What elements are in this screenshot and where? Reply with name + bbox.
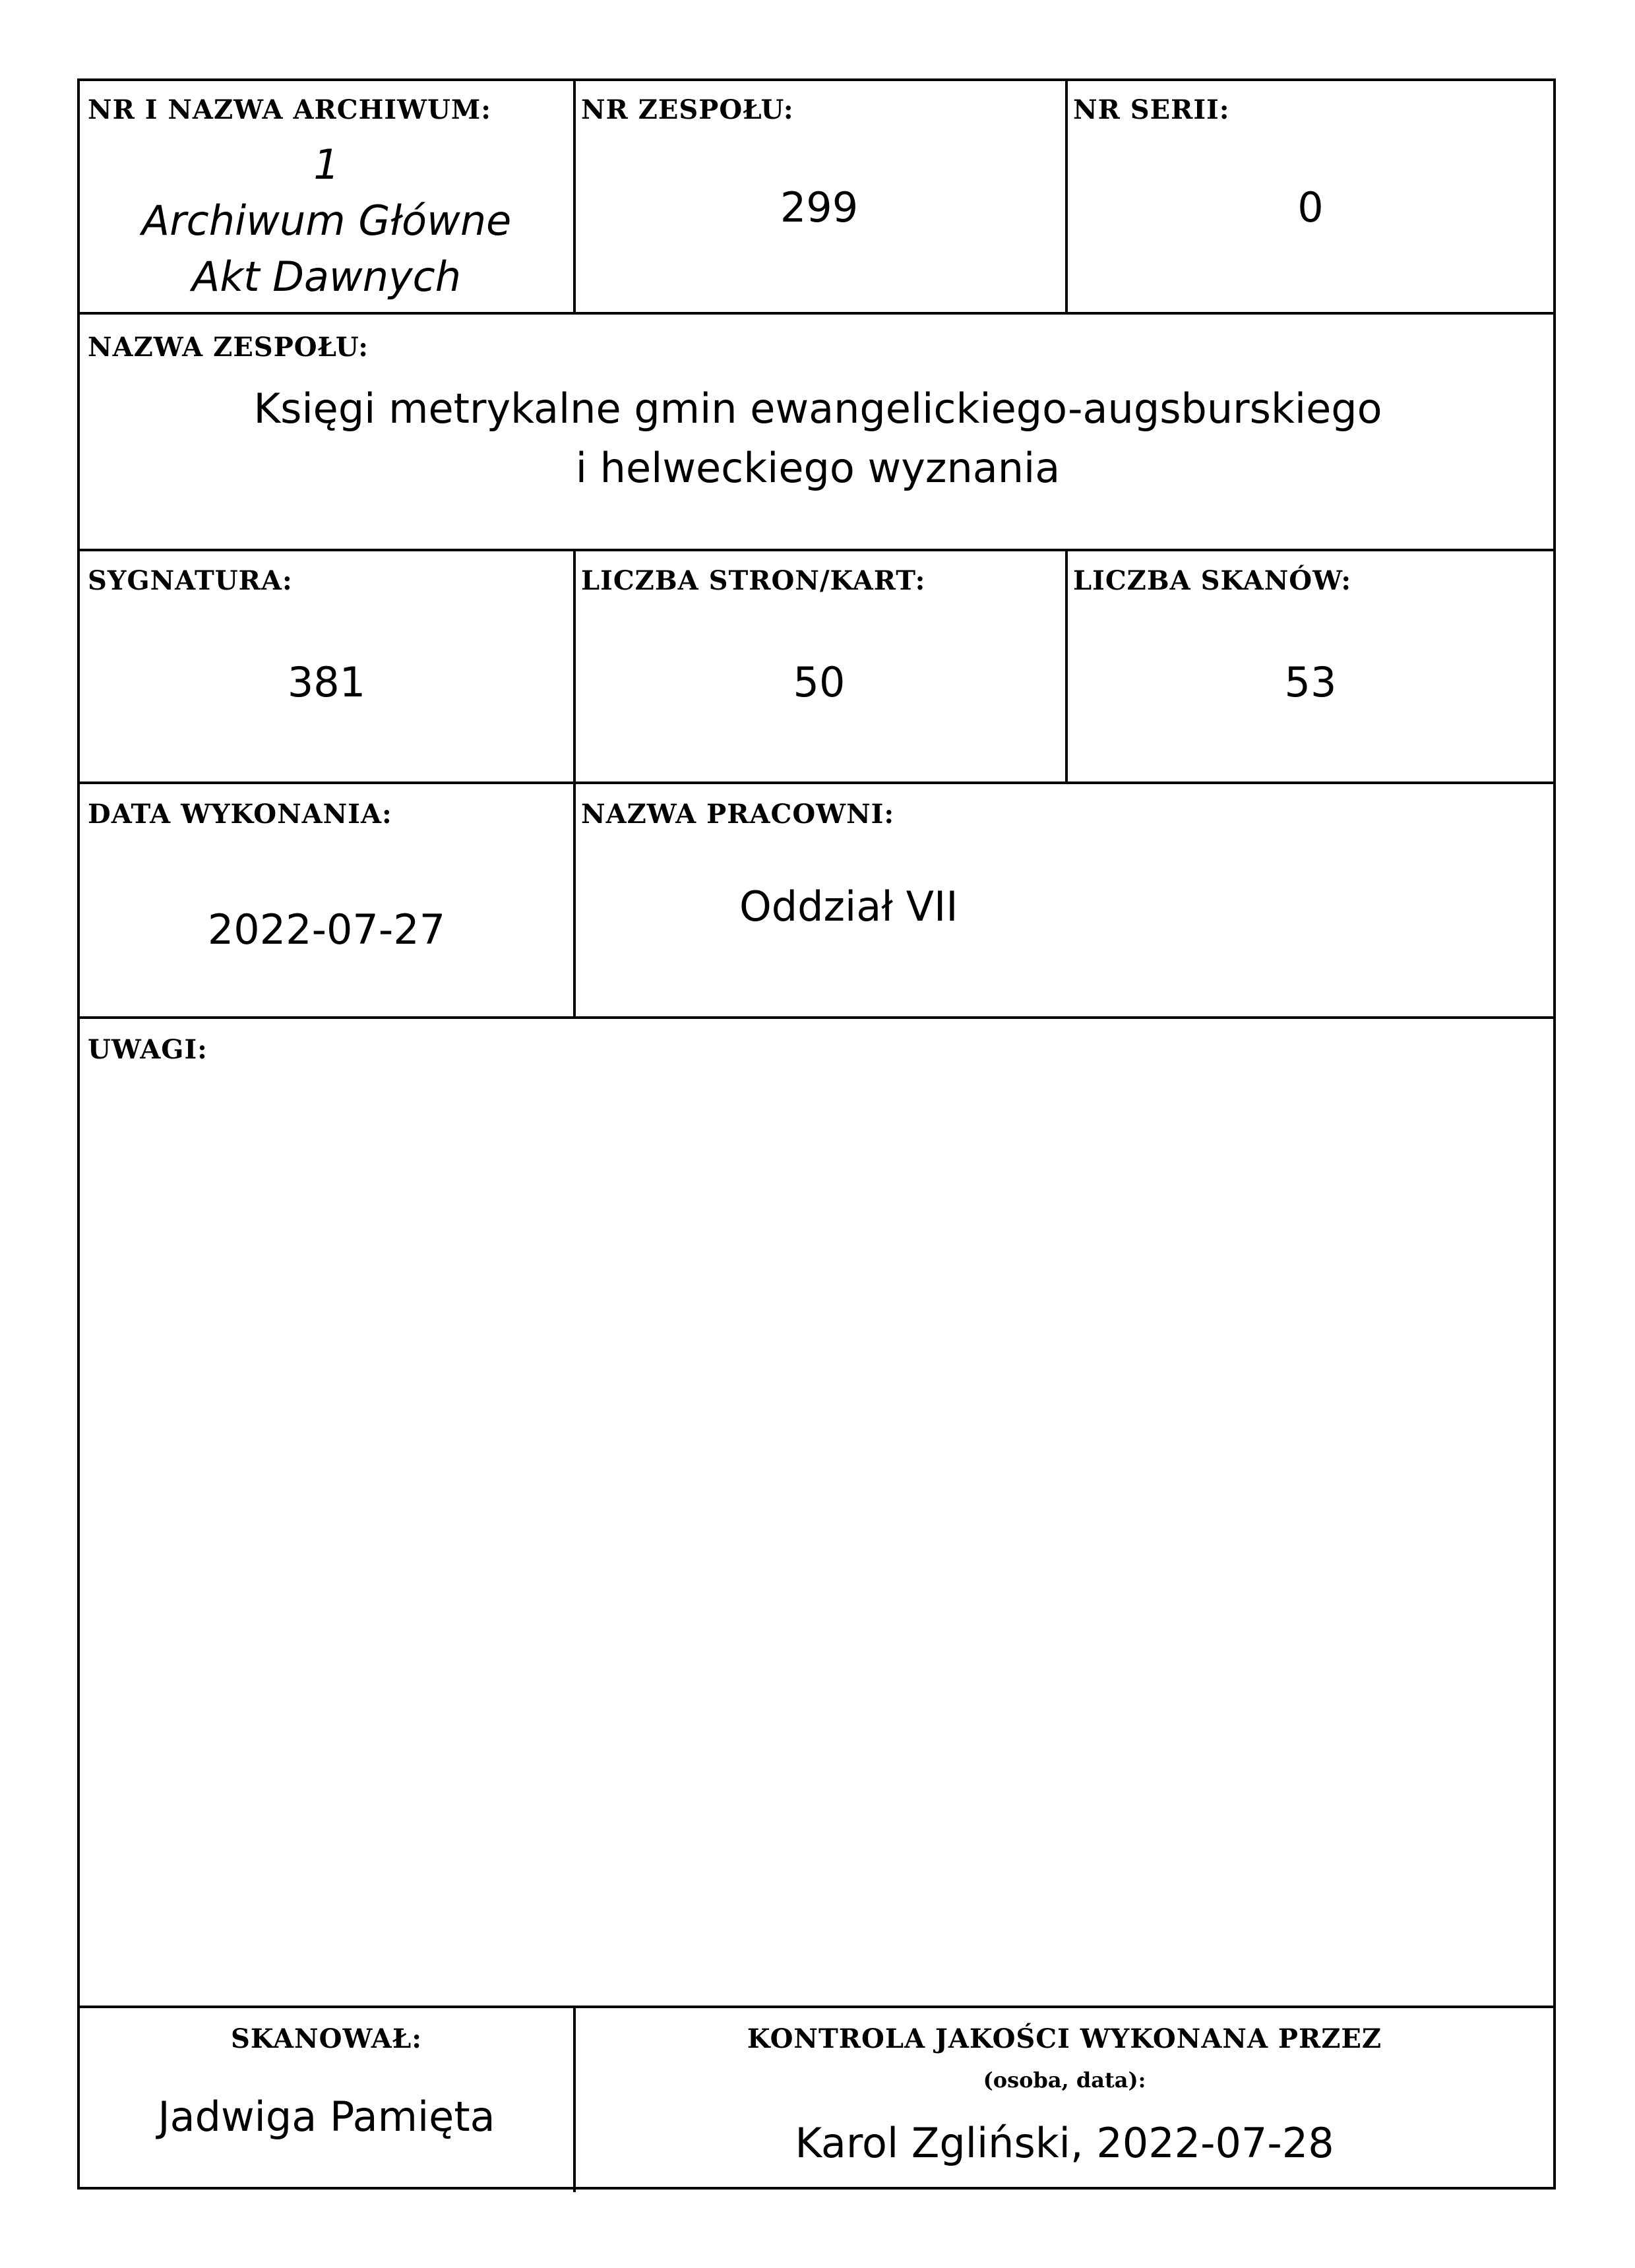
series-number-label: NR SERII: <box>1073 94 1230 125</box>
archive-name-line1: Archiwum Główne <box>141 197 512 245</box>
metadata-form <box>77 78 1556 2190</box>
quality-control-label: KONTROLA JAKOŚCI WYKONANA PRZEZ <box>747 2023 1382 2054</box>
notes-label: UWAGI: <box>88 1034 208 1065</box>
scans-value: 53 <box>1284 658 1337 706</box>
row-divider <box>80 782 1553 784</box>
scans-label: LICZBA SKANÓW: <box>1073 565 1352 596</box>
row-divider <box>80 312 1553 315</box>
row-divider <box>80 2006 1553 2008</box>
column-divider <box>573 782 576 1016</box>
scanned-by-label: SKANOWAŁ: <box>230 2023 423 2054</box>
workshop-label: NAZWA PRACOWNI: <box>581 799 895 830</box>
signature-value: 381 <box>287 658 366 706</box>
row-divider <box>80 549 1553 551</box>
scanned-by-value: Jadwiga Pamięta <box>158 2093 495 2141</box>
archive-name-line2: Akt Dawnych <box>191 253 462 301</box>
archive-number: 1 <box>313 140 340 189</box>
row-divider <box>80 1016 1553 1019</box>
pages-label: LICZBA STRON/KART: <box>581 565 926 596</box>
fonds-name-line2: i helweckiego wyznania <box>575 444 1061 492</box>
series-number-value: 0 <box>1297 183 1324 231</box>
date-label: DATA WYKONANIA: <box>88 799 392 830</box>
quality-control-value: Karol Zgliński, 2022-07-28 <box>795 2119 1334 2167</box>
quality-control-sublabel: (osoba, data): <box>983 2068 1146 2093</box>
pages-value: 50 <box>793 658 846 706</box>
archive-label: NR I NAZWA ARCHIWUM: <box>88 94 491 125</box>
workshop-value: Oddział VII <box>739 882 958 931</box>
fonds-number-label: NR ZESPOŁU: <box>581 94 794 125</box>
fonds-name-line1: Księgi metrykalne gmin ewangelickiego-augsburskiego <box>253 384 1382 433</box>
fonds-number-value: 299 <box>780 183 859 231</box>
date-value: 2022-07-27 <box>207 905 446 954</box>
fonds-name-label: NAZWA ZESPOŁU: <box>88 332 369 363</box>
signature-label: SYGNATURA: <box>88 565 293 596</box>
